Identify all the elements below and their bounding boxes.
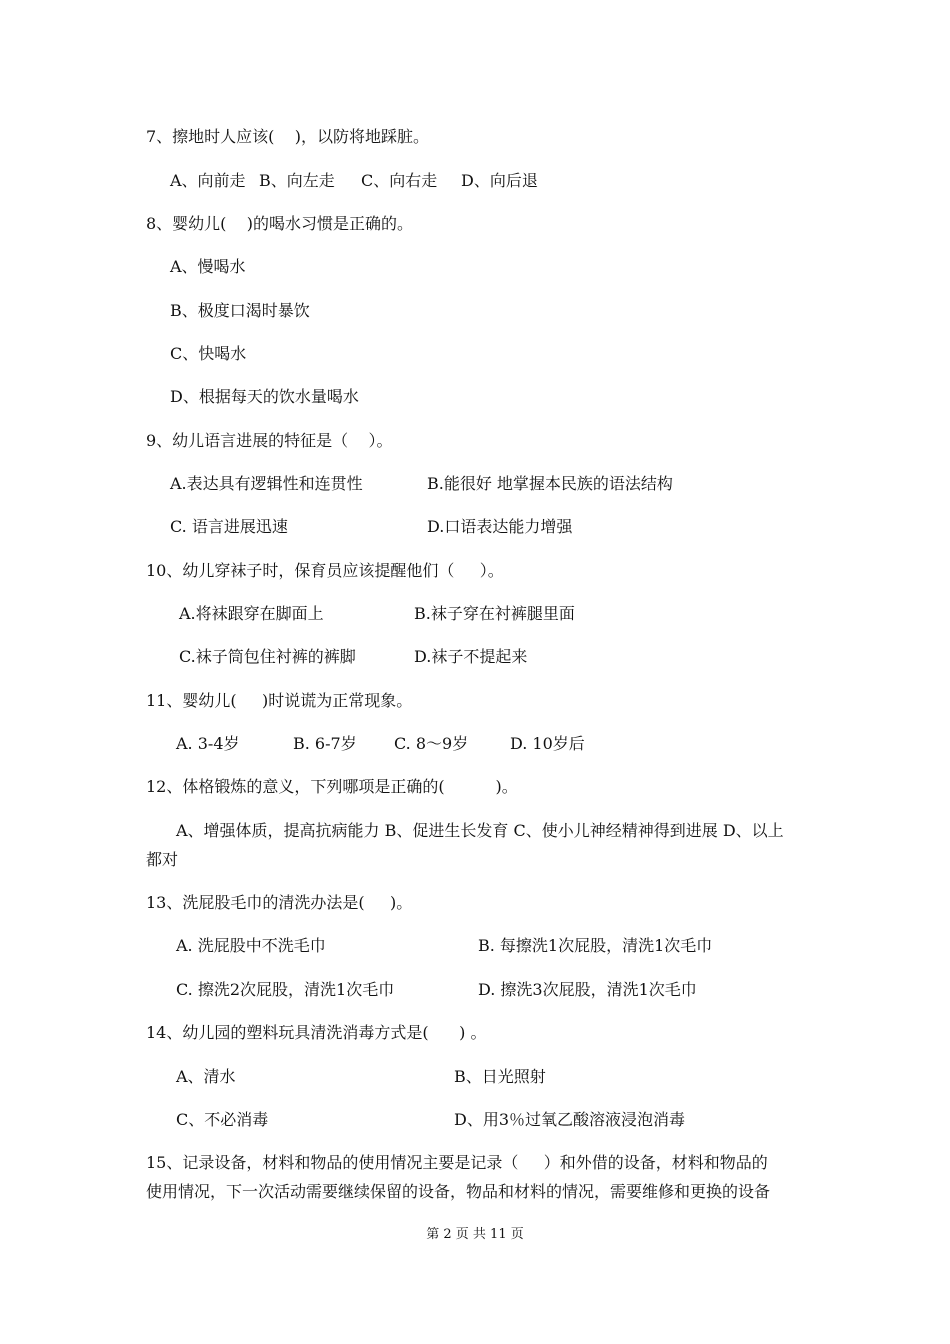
question-12-options-line-2: 都对	[146, 850, 179, 869]
option-a: A.将袜跟穿在脚面上	[179, 604, 324, 623]
option-c: C. 擦洗2次屁股，清洗1次毛巾	[176, 980, 395, 999]
question-12-stem: 12、体格锻炼的意义，下列哪项是正确的( )。	[146, 777, 518, 796]
option-b: B、日光照射	[454, 1067, 546, 1086]
question-8-stem: 8、婴幼儿( )的喝水习惯是正确的。	[146, 214, 414, 233]
option-d: D. 10岁后	[510, 734, 585, 753]
option-d: D. 擦洗3次屁股，清洗1次毛巾	[478, 980, 697, 999]
question-8-option-b: B、极度口渴时暴饮	[170, 301, 310, 320]
option-d: D.袜子不提起来	[414, 647, 528, 666]
option-b: B.能很好 地掌握本民族的语法结构	[427, 474, 673, 493]
option-a: A.表达具有逻辑性和连贯性	[170, 474, 363, 493]
question-10-stem: 10、幼儿穿袜子时，保育员应该提醒他们（ ）。	[146, 561, 504, 580]
question-8-option-d: D、根据每天的饮水量喝水	[170, 387, 359, 406]
question-9-stem: 9、幼儿语言进展的特征是（ ）。	[146, 431, 393, 450]
option-b: B、向左走	[259, 171, 335, 190]
option-c: C、向右走	[361, 171, 438, 190]
question-15-line-1: 15、记录设备，材料和物品的使用情况主要是记录（ ）和外借的设备，材料和物品的	[146, 1153, 768, 1172]
question-11-stem: 11、婴幼儿( )时说谎为正常现象。	[146, 691, 413, 710]
question-13-stem: 13、洗屁股毛巾的清洗办法是( )。	[146, 893, 413, 912]
option-c: C.袜子筒包住衬裤的裤脚	[179, 647, 356, 666]
option-b: B. 每擦洗1次屁股，清洗1次毛巾	[478, 936, 713, 955]
option-c: C、不必消毒	[176, 1110, 269, 1129]
question-7-stem: 7、擦地时人应该( )，以防将地踩脏。	[146, 127, 430, 146]
question-12-options-line-1: A、增强体质，提高抗病能力 B、促进生长发育 C、使小儿神经精神得到进展 D、以上	[176, 821, 784, 840]
option-d: D.口语表达能力增强	[427, 517, 573, 536]
question-15-line-2: 使用情况，下一次活动需要继续保留的设备，物品和材料的情况，需要维修和更换的设备	[146, 1182, 771, 1201]
question-14-stem: 14、幼儿园的塑料玩具清洗消毒方式是( ) 。	[146, 1023, 487, 1042]
option-a: A、清水	[176, 1067, 236, 1086]
option-a: A. 洗屁股中不洗毛巾	[176, 936, 326, 955]
option-d: D、向后退	[461, 171, 538, 190]
option-b: B.袜子穿在衬裤腿里面	[414, 604, 575, 623]
page-number-footer: 第 2 页 共 11 页	[426, 1227, 524, 1242]
option-d: D、用3％过氧乙酸溶液浸泡消毒	[454, 1110, 686, 1129]
option-b: B. 6-7岁	[293, 734, 357, 753]
option-a: A、向前走	[170, 171, 246, 190]
question-8-option-a: A、慢喝水	[170, 257, 246, 276]
option-c: C. 8～9岁	[394, 734, 469, 753]
option-a: A. 3-4岁	[176, 734, 240, 753]
question-8-option-c: C、快喝水	[170, 344, 247, 363]
option-c: C. 语言进展迅速	[170, 517, 288, 536]
